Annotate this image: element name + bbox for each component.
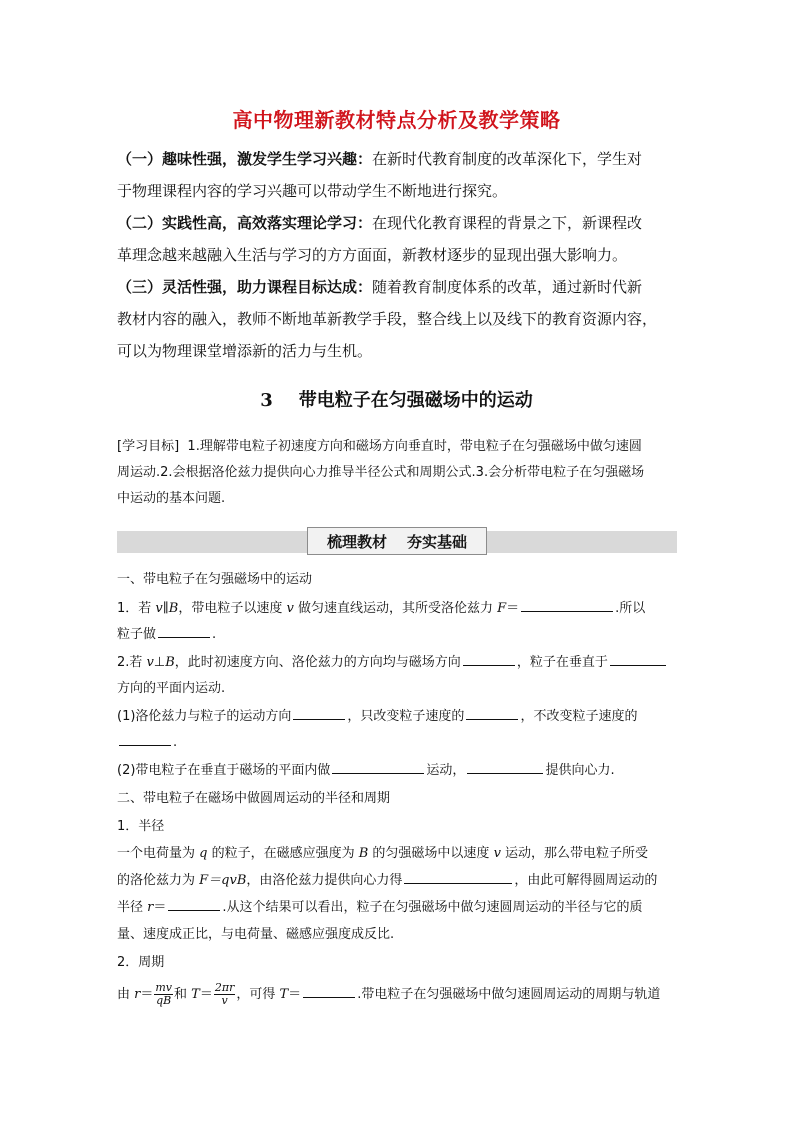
text: 和 bbox=[174, 987, 192, 1002]
text: ，只改变粒子速度的 bbox=[347, 709, 465, 724]
fill-blank[interactable] bbox=[158, 623, 210, 638]
learning-objectives bbox=[117, 434, 677, 512]
page-title: 高中物理新教材特点分析及教学策略 bbox=[232, 108, 561, 132]
var: T bbox=[279, 987, 289, 1002]
var: T bbox=[191, 987, 200, 1002]
symbol: ⊥ bbox=[153, 655, 166, 670]
var: B bbox=[358, 846, 369, 861]
text: (1)洛伦兹力与粒子的运动方向 bbox=[117, 709, 292, 724]
intro-heading: （二）实践性高，高效落实理论学习： bbox=[117, 214, 373, 232]
text: (2)带电粒子在垂直于磁场的平面内做 bbox=[117, 763, 331, 778]
intro-paragraph-1 bbox=[117, 143, 677, 207]
denominator: qB bbox=[156, 994, 172, 1007]
banner-left-text: 梳理教材 bbox=[326, 532, 387, 551]
fill-blank[interactable] bbox=[463, 651, 515, 666]
text: ＝ bbox=[506, 601, 520, 616]
text: 运动， bbox=[426, 763, 466, 778]
intro-paragraph-3 bbox=[117, 271, 677, 367]
intro-paragraph-2 bbox=[117, 207, 677, 271]
objectives-label: [学习目标] bbox=[117, 439, 180, 454]
lesson-number: 3 bbox=[260, 390, 273, 411]
var: v bbox=[286, 601, 294, 616]
fill-blank[interactable] bbox=[466, 705, 518, 720]
text: .从这个结果可以看出，粒子在匀强磁场中做匀速圆周运动的半径与它的质 bbox=[222, 900, 643, 915]
text: . bbox=[173, 735, 178, 750]
item2-line bbox=[117, 650, 679, 676]
objectives-text: 中运动的基本问题. bbox=[117, 491, 226, 506]
text: ＝ bbox=[140, 987, 154, 1002]
text: 粒子做 bbox=[117, 627, 157, 642]
text: .所以 bbox=[615, 601, 646, 616]
text: .带电粒子在匀强磁场中做匀速圆周运动的周期与轨道 bbox=[357, 987, 661, 1002]
radius-heading: 1．半径 bbox=[117, 819, 165, 834]
objectives-text: 1.理解带电粒子初速度方向和磁场方向垂直时，带电粒子在匀强磁场中做匀速圆 bbox=[187, 439, 642, 454]
text: ＝ bbox=[288, 987, 302, 1002]
text: ，可得 bbox=[236, 987, 280, 1002]
fraction-radius bbox=[154, 982, 173, 1007]
section2-heading: 二、带电粒子在磁场中做圆周运动的半径和周期 bbox=[117, 791, 391, 806]
fraction-period bbox=[214, 982, 236, 1007]
intro-text: 于物理课程内容的学习兴趣可以带动学生不断地进行探究。 bbox=[117, 182, 508, 200]
text: 的洛伦兹力为 bbox=[117, 873, 200, 888]
var: v bbox=[146, 655, 154, 670]
radius-line-4: 量、速度成正比，与电荷量、磁感应强度成反比. bbox=[117, 927, 395, 942]
lesson-title bbox=[0, 386, 793, 412]
fill-blank[interactable] bbox=[521, 597, 613, 612]
intro-text: 随着教育制度体系的改革，通过新时代新 bbox=[372, 278, 643, 296]
text: ，由此可解得圆周运动的 bbox=[514, 873, 658, 888]
text: 1．若 bbox=[117, 601, 156, 616]
var: v bbox=[493, 846, 501, 861]
text: ，不改变粒子速度的 bbox=[520, 709, 638, 724]
intro-text: 教材内容的融入，教师不断地革新教学手段，整合线上以及线下的教育资源内容， bbox=[117, 310, 658, 328]
text: ，带电粒子以速度 bbox=[178, 601, 287, 616]
radius-line-1 bbox=[117, 841, 679, 867]
sub2-line bbox=[117, 758, 679, 784]
text: 一个电荷量为 bbox=[117, 846, 200, 861]
item1-line bbox=[117, 596, 679, 622]
text: 提供向心力. bbox=[545, 763, 615, 778]
text: ，此时初速度方向、洛伦兹力的方向均与磁场方向 bbox=[174, 655, 461, 670]
symbol: ∥ bbox=[162, 601, 169, 616]
item1-line-2 bbox=[117, 622, 679, 648]
objectives-text: 周运动.2.会根据洛伦兹力提供向心力推导半径公式和周期公式.3.会分析带电粒子在匀强磁场 bbox=[117, 465, 645, 480]
period-line bbox=[117, 982, 679, 1008]
text: 2.若 bbox=[117, 655, 147, 670]
text: ，粒子在垂直于 bbox=[516, 655, 608, 670]
fill-blank[interactable] bbox=[303, 983, 355, 998]
text: 运动，那么带电粒子所受 bbox=[500, 846, 649, 861]
lesson-title-text: 带电粒子在匀强磁场中的运动 bbox=[298, 390, 533, 411]
sub1-line bbox=[117, 704, 679, 730]
banner-right-text: 夯实基础 bbox=[407, 532, 468, 551]
fill-blank[interactable] bbox=[168, 896, 220, 911]
text: ＝ bbox=[153, 900, 167, 915]
fill-blank[interactable] bbox=[610, 651, 666, 666]
text: ＝ bbox=[199, 987, 213, 1002]
var: B bbox=[168, 601, 179, 616]
text: ，由洛伦兹力提供向心力得 bbox=[246, 873, 403, 888]
intro-text: 在现代化教育课程的背景之下，新课程改 bbox=[372, 214, 643, 232]
intro-heading: （三）灵活性强，助力课程目标达成： bbox=[117, 278, 373, 296]
intro-text: 在新时代教育制度的改革深化下，学生对 bbox=[372, 150, 643, 168]
text: 由 bbox=[117, 987, 135, 1002]
period-heading: 2．周期 bbox=[117, 955, 165, 970]
fill-blank[interactable] bbox=[119, 731, 171, 746]
text: 的匀强磁场中以速度 bbox=[368, 846, 494, 861]
intro-heading: （一）趣味性强，激发学生学习兴趣： bbox=[117, 150, 373, 168]
fill-blank[interactable] bbox=[332, 759, 424, 774]
fill-blank[interactable] bbox=[293, 705, 345, 720]
var: v bbox=[155, 601, 163, 616]
denominator: v bbox=[221, 994, 228, 1007]
intro-text: 革理念越来越融入生活与学习的方方面面，新教材逐步的显现出强大影响力。 bbox=[117, 246, 628, 264]
item2-line-2: 方向的平面内运动. bbox=[117, 681, 226, 696]
section-banner-label bbox=[307, 527, 487, 555]
text: 的粒子，在磁感应强度为 bbox=[207, 846, 359, 861]
radius-line-2 bbox=[117, 868, 679, 894]
section1-heading: 一、带电粒子在匀强磁场中的运动 bbox=[117, 572, 313, 587]
var: r bbox=[134, 987, 141, 1002]
fill-blank[interactable] bbox=[404, 869, 512, 884]
intro-text: 可以为物理课堂增添新的活力与生机。 bbox=[117, 342, 373, 360]
var: F bbox=[497, 601, 507, 616]
text: 做匀速直线运动，其所受洛伦兹力 bbox=[293, 601, 498, 616]
numerator: mv bbox=[155, 981, 173, 994]
sub1-line-2 bbox=[117, 730, 679, 756]
var: B bbox=[165, 655, 175, 670]
text: . bbox=[212, 627, 217, 642]
numerator: 2πr bbox=[214, 981, 235, 994]
var: r bbox=[147, 900, 154, 915]
formula: F＝qvB bbox=[199, 873, 247, 888]
text: 半径 bbox=[117, 900, 148, 915]
var: q bbox=[199, 846, 208, 861]
radius-line-3 bbox=[117, 895, 679, 921]
fill-blank[interactable] bbox=[467, 759, 543, 774]
